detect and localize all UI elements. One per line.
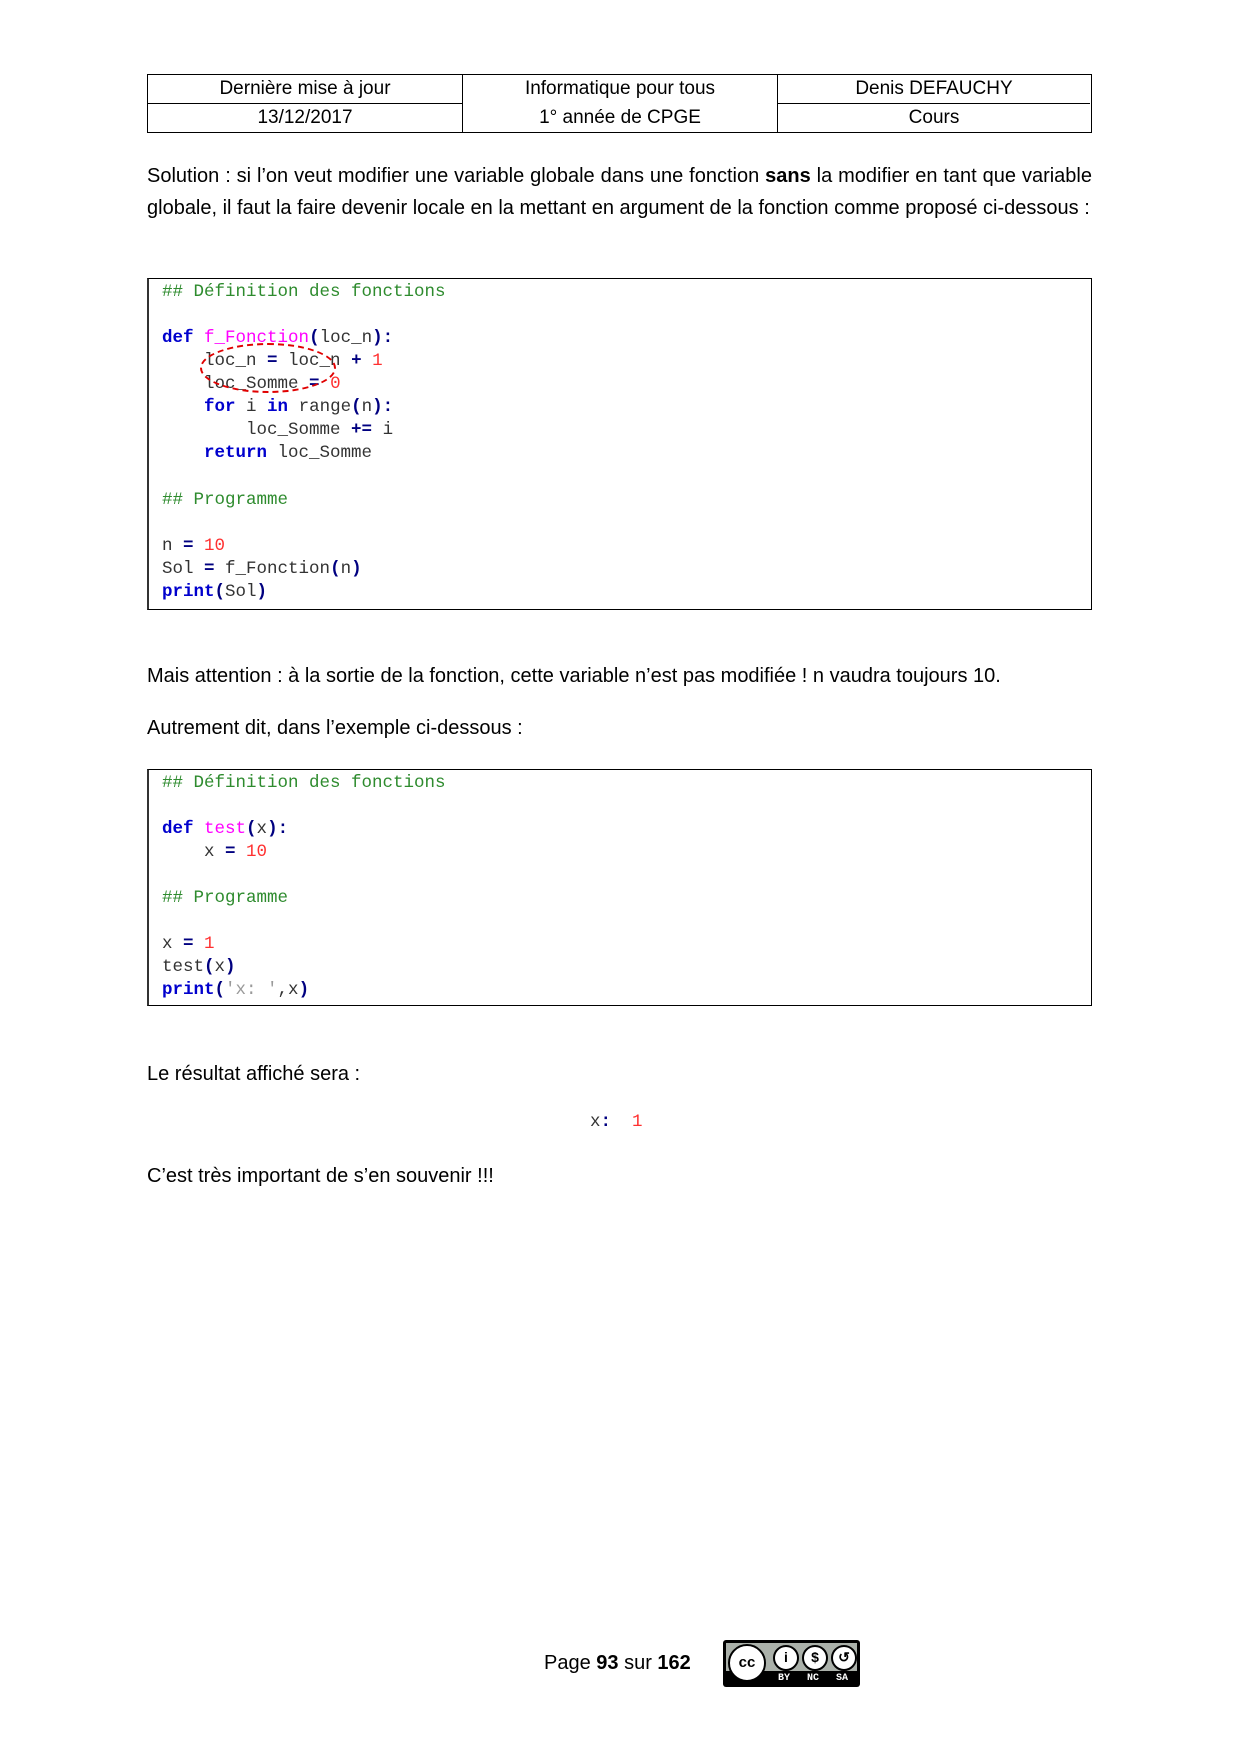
cc-icon: cc: [728, 1644, 766, 1682]
paragraph-solution: [147, 160, 1092, 224]
attribution-icon: i: [773, 1645, 799, 1671]
header-col-course: [463, 75, 778, 132]
code-line: n = 10: [162, 536, 226, 556]
cc-license-badge: [723, 1640, 860, 1687]
code-block-1: [147, 278, 1092, 610]
code-line: test(x): [162, 957, 236, 977]
header-course-year: 1° année de CPGE: [539, 107, 701, 128]
bold-word: sans: [765, 165, 811, 187]
highlight-ellipse-annotation: [200, 343, 336, 393]
code-line: loc_Somme = 0: [204, 374, 341, 394]
license-nc-label: NC: [807, 1673, 820, 1684]
header-author: Denis DEFAUCHY: [778, 75, 1090, 104]
code-line: ## Définition des fonctions: [162, 773, 446, 793]
code-line: x = 10: [204, 842, 268, 862]
code-line: Sol = f_Fonction(n): [162, 559, 362, 579]
license-sa-label: SA: [836, 1673, 849, 1684]
code-block-2: [147, 769, 1092, 1006]
header-date: 13/12/2017: [257, 107, 353, 128]
code-line: loc_Somme += i: [246, 420, 394, 440]
header-label-update: Dernière mise à jour: [148, 75, 462, 104]
page-number: Page 93 sur 162: [544, 1652, 691, 1674]
code-line: print('x: ',x): [162, 980, 310, 1000]
header-col-update: [148, 75, 463, 132]
paragraph-text: la modifier en tant que variable globale, il faut la faire devenir locale en la mettant en argument de la fonction comme proposé ci-dessous :: [147, 165, 1092, 219]
noncommercial-icon: $: [802, 1645, 828, 1671]
code-line: ## Programme: [162, 490, 289, 510]
paragraph-example-intro: Autrement dit, dans l’exemple ci-dessous :: [147, 717, 523, 739]
code-line: return loc_Somme: [204, 443, 373, 463]
header-course-title: Informatique pour tous: [524, 78, 716, 99]
paragraph-result-intro: Le résultat affiché sera :: [147, 1063, 361, 1085]
code-line: loc_n = loc_n + 1: [204, 351, 383, 371]
paragraph-text: Solution : si l’on veut modifier une variable globale dans une fonction: [147, 165, 766, 187]
code-line: ## Programme: [162, 888, 289, 908]
code-line: x = 1: [162, 934, 215, 954]
paragraph-reminder: C’est très important de s’en souvenir !!!: [147, 1165, 494, 1187]
code-line: print(Sol): [162, 582, 268, 602]
code-line: def test(x):: [162, 819, 289, 839]
code-line: def f_Fonction(loc_n):: [162, 328, 394, 348]
header-doc-type: Cours: [908, 107, 960, 128]
code-line: ## Définition des fonctions: [162, 282, 446, 302]
result-output: x: 1: [590, 1112, 643, 1132]
license-by-label: BY: [778, 1673, 791, 1684]
header-table: [147, 74, 1092, 133]
paragraph-warning: Mais attention : à la sortie de la fonction, cette variable n’est pas modifiée ! n vaudra toujours 10.: [147, 665, 1001, 687]
header-col-author: [778, 75, 1090, 132]
code-line: for i in range(n):: [204, 397, 394, 417]
sharealike-icon: ↺: [831, 1645, 857, 1671]
